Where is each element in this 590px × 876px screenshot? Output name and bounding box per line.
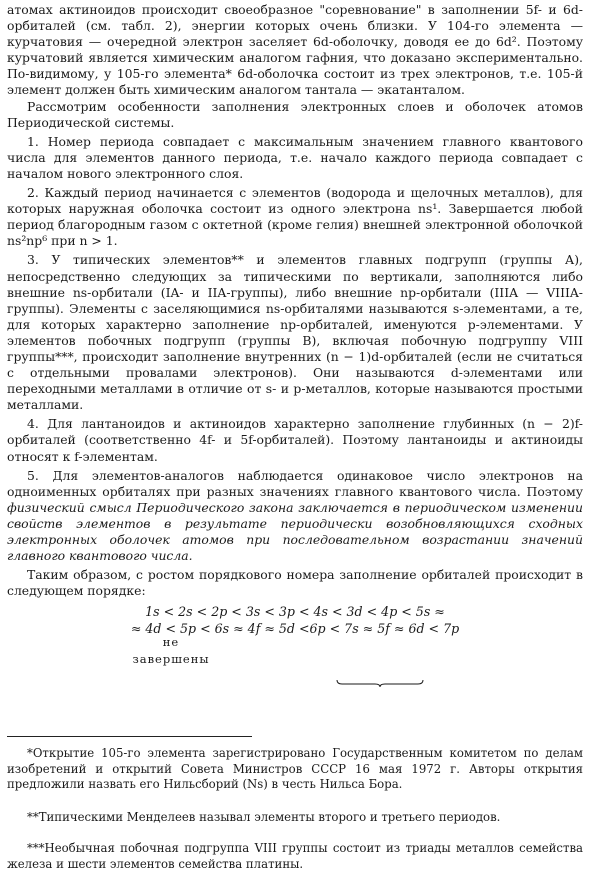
footnote-2: **Типическими Менделеев называл элементы второго и третьего периодов. (27, 810, 501, 824)
periodic-law-meaning: физический смысл Периодического закона заключается в периодическом изменении свойств элементов в результате периодически возобновляющихся сходных электронных оболочек атомов при последовательном возрастании значений главного квантового числа. (7, 499, 583, 564)
formula-line-2: ≈ 4d < 5p < 6s ≈ 4f ≈ 5d <6p < 7s ≈ 5f ≈ 6d < 7p (130, 621, 460, 637)
paragraph-2: Рассмотрим особенности заполнения электронных слоев и оболочек атомов Периодической системы. (7, 98, 583, 130)
orbital-order-formula (7, 603, 583, 671)
paragraph-4: 2. Каждый период начинается с элементов (водорода и щелочных металлов), для которых наружная оболочка состоит из одного электрона ns¹. Завершается любой период благородным газом с октетной (кроме гелия) внешней электронной оболочкой ns²np⁶ при n > 1. (7, 185, 583, 249)
paragraph-8: Таким образом, с ростом порядкового номера заполнение орбиталей происходит в следующем порядке: (7, 567, 583, 599)
footnote-3: ***Необычная побочная подгруппа VIII группы состоит из триады металлов семейства железа и шести элементов семейства платины. (7, 841, 583, 871)
paragraph-7-plain: 5. Для элементов-аналогов наблюдается одинаковое число электронов на одноименных орбиталях при разных значениях главного квантового числа. Поэтому (7, 467, 583, 499)
footnote-1: *Открытие 105-го элемента зарегистрировано Государственным комитетом по делам изобретений и открытий Совета Министров СССР 16 мая 1972 г. Авторы открытия предложили назвать его Нильсборий (Ns) в честь Нильса Бора. (7, 746, 583, 792)
footnote-divider (7, 736, 252, 737)
incomplete-note: не завершены (132, 635, 210, 667)
paragraph-6: 4. Для лантаноидов и актиноидов характерно заполнение глубинных (n − 2)f-орбиталей (соответственно 4f- и 5f-орбиталей). Поэтому лантаноиды и актиноиды относят к f-элементам. (7, 416, 583, 464)
page-body (7, 2, 583, 671)
underbrace-icon (336, 679, 424, 687)
paragraph-1: атомах актиноидов происходит своеобразное "соревнование" в заполнении 5f- и 6d-орбиталей (см. табл. 2), энергии которых очень близки. У 104-го элемента — курчатовия — очередной электрон заселяет 6d-оболочку, доводя ее до 6d². Поэтому курчатовий является химическим аналогом гафния, что доказано экспериментально. По-видимому, у 105-го элемента* 6d-оболочка состоит из трех электронов, т.е. 105-й элемент должен быть химическим аналогом тантала — экатанталом. (7, 2, 583, 98)
paragraph-3: 1. Номер периода совпадает с максимальным значением главного квантового числа для элементов данного периода, т.е. начало каждого периода совпадает с началом нового электронного слоя. (7, 133, 583, 181)
paragraph-7 (7, 468, 583, 565)
formula-line-1: 1s < 2s < 2p < 3s < 3p < 4s < 3d < 4p < 5s ≈ (145, 604, 445, 620)
paragraph-5: 3. У типических элементов** и элементов главных подгрупп (группы А), непосредственно следующих за типическими по вертикали, заполняются либо внешние ns-орбитали (IA- и IIA-группы), либо внешние np-орбитали (IIIA — VIIIA-группы). Элементы с заселяющимися ns-орбиталями называются s-элементами, а те, для которых характерно заполнение np-орбиталей, именуются p-элементами. У элементов побочных подгрупп (группы В), включая побочную подгруппу VIII группы***, происходит заполнение внутренних (n − 1)d-орбиталей (если не считаться с отдельными провалами электронов). Они называются d-элементами или переходными металлами в отличие от s- и p-металлов, которые называются простыми металлами. (7, 252, 583, 413)
